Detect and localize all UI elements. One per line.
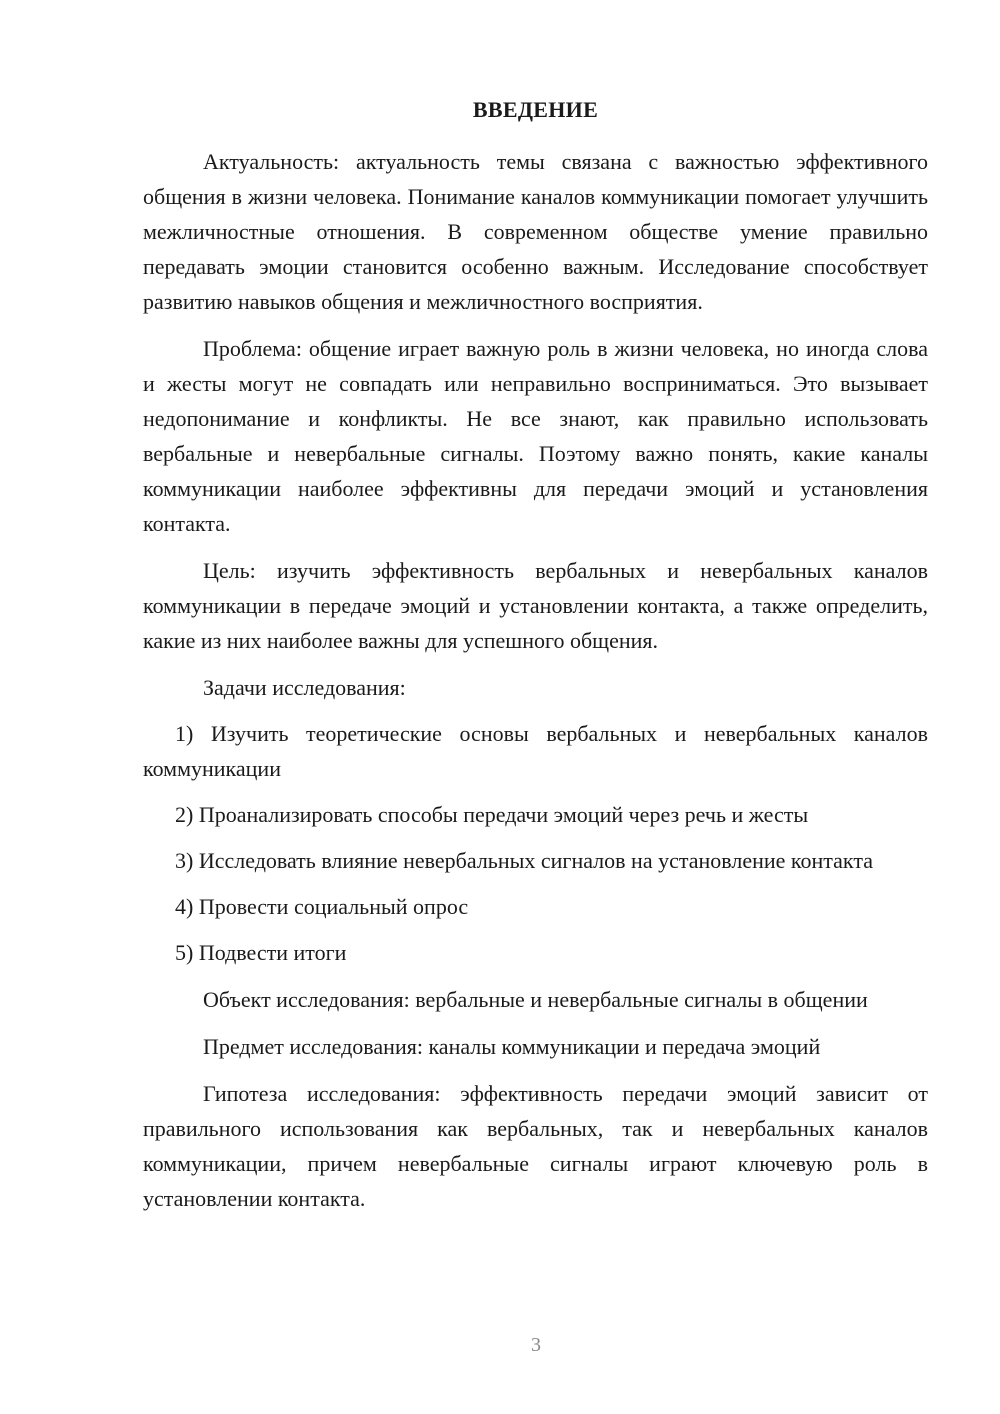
task-item: 5) Подвести итоги <box>175 940 347 965</box>
tasks-heading: Задачи исследования: <box>203 675 406 700</box>
tasks-list <box>143 716 928 970</box>
task-item: 4) Провести социальный опрос <box>175 894 469 919</box>
task-item: 3) Исследовать влияние невербальных сигналов на установление контакта <box>175 848 873 873</box>
subject-paragraph: Предмет исследования: каналы коммуникации и передача эмоций <box>203 1034 821 1059</box>
object-paragraph: Объект исследования: вербальные и невербальные сигналы в общении <box>203 987 868 1012</box>
problem-paragraph: Проблема: общение играет важную роль в жизни человека, но иногда слова и жесты могут не совпадать или неправильно восприниматься. Это вызывает недопонимание и конфликты. Не все знают, как правильно использовать вербальные и невербальные сигналы. Поэтому важно понять, какие каналы коммуникации наиболее эффективны для передачи эмоций и установления контакта. <box>143 336 928 536</box>
document-page <box>143 94 928 1216</box>
goal-paragraph: Цель: изучить эффективность вербальных и невербальных каналов коммуникации в передаче эмоций и установлении контакта, а также определить, какие из них наиболее важны для успешного общения. <box>143 558 928 653</box>
task-item: 1) Изучить теоретические основы вербальных и невербальных каналов коммуникации <box>143 721 928 781</box>
task-item: 2) Проанализировать способы передачи эмоций через речь и жесты <box>175 802 809 827</box>
relevance-paragraph: Актуальность: актуальность темы связана с важностью эффективного общения в жизни человека. Понимание каналов коммуникации помогает улучшить межличностные отношения. В современном обществе умение правильно передавать эмоции становится особенно важным. Исследование способствует развитию навыков общения и межличностного восприятия. <box>143 149 928 314</box>
hypothesis-paragraph: Гипотеза исследования: эффективность передачи эмоций зависит от правильного использования как вербальных, так и невербальных каналов коммуникации, причем невербальные сигналы играют ключевую роль в установлении контакта. <box>143 1081 928 1211</box>
page-number: 3 <box>531 1334 541 1356</box>
section-title: ВВЕДЕНИЕ <box>472 97 599 122</box>
